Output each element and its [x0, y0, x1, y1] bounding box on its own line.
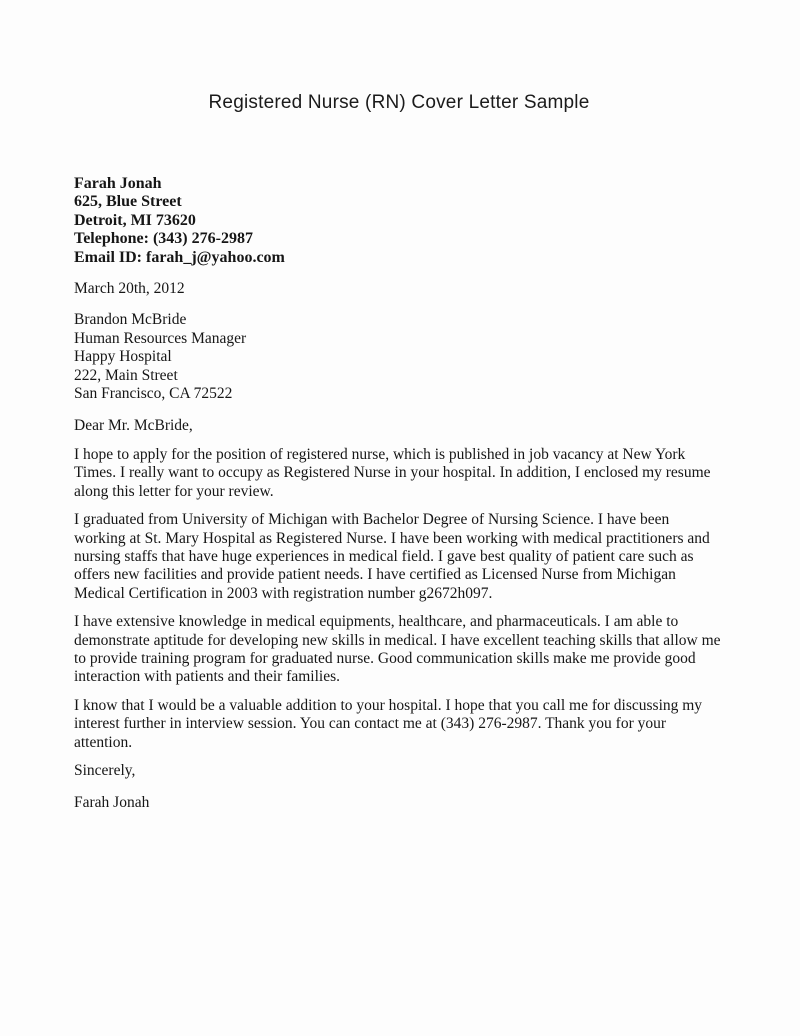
paragraph-conclusion: I know that I would be a valuable addition to your hospital. I hope that you call me for discussing my interest further in interview session. You can contact me at (343) 276-2987. Thank you for your attention.	[74, 696, 703, 751]
sender-email: Email ID: farah_j@yahoo.com	[74, 248, 285, 266]
sender-block	[74, 175, 724, 267]
recipient-name: Brandon McBride	[74, 311, 187, 329]
salutation: Dear Mr. McBride,	[74, 417, 193, 435]
sender-telephone: Telephone: (343) 276-2987	[74, 230, 253, 248]
sender-city: Detroit, MI 73620	[74, 211, 196, 229]
paragraph-experience: I graduated from University of Michigan with Bachelor Degree of Nursing Science. I have been working at St. Mary Hospital as Registered Nurse. I have been working with medical practitioners and nursing staffs that have huge experiences in medical field. I gave best quality of patient care such as offers new facilities and provide patient needs. I have certified as Licensed Nurse from Michigan Medical Certification in 2003 with registration number g2672h097.	[74, 511, 710, 602]
paragraph-skills: I have extensive knowledge in medical equipments, healthcare, and pharmaceuticals. I am able to demonstrate aptitude for developing new skills in medical. I have excellent teaching skills that allow me to provide training program for graduated nurse. Good communication skills make me provide good interaction with patients and their families.	[74, 613, 721, 686]
date-line: March 20th, 2012	[74, 280, 185, 298]
sender-name: Farah Jonah	[74, 175, 162, 192]
page-title: Registered Nurse (RN) Cover Letter Sample	[208, 92, 590, 113]
sender-street: 625, Blue Street	[74, 193, 182, 211]
recipient-title: Human Resources Manager	[74, 329, 247, 347]
signature: Farah Jonah	[74, 794, 150, 812]
recipient-city: San Francisco, CA 72522	[74, 385, 233, 403]
recipient-company: Happy Hospital	[74, 348, 172, 366]
recipient-street: 222, Main Street	[74, 366, 178, 384]
recipient-block	[74, 311, 724, 403]
letter-body	[74, 175, 724, 813]
closing: Sincerely,	[74, 761, 136, 779]
paragraph-intro: I hope to apply for the position of registered nurse, which is published in job vacancy at New York Times. I really want to occupy as Registered Nurse in your hospital. In addition, I enclosed my resume along this letter for your review.	[74, 445, 711, 500]
